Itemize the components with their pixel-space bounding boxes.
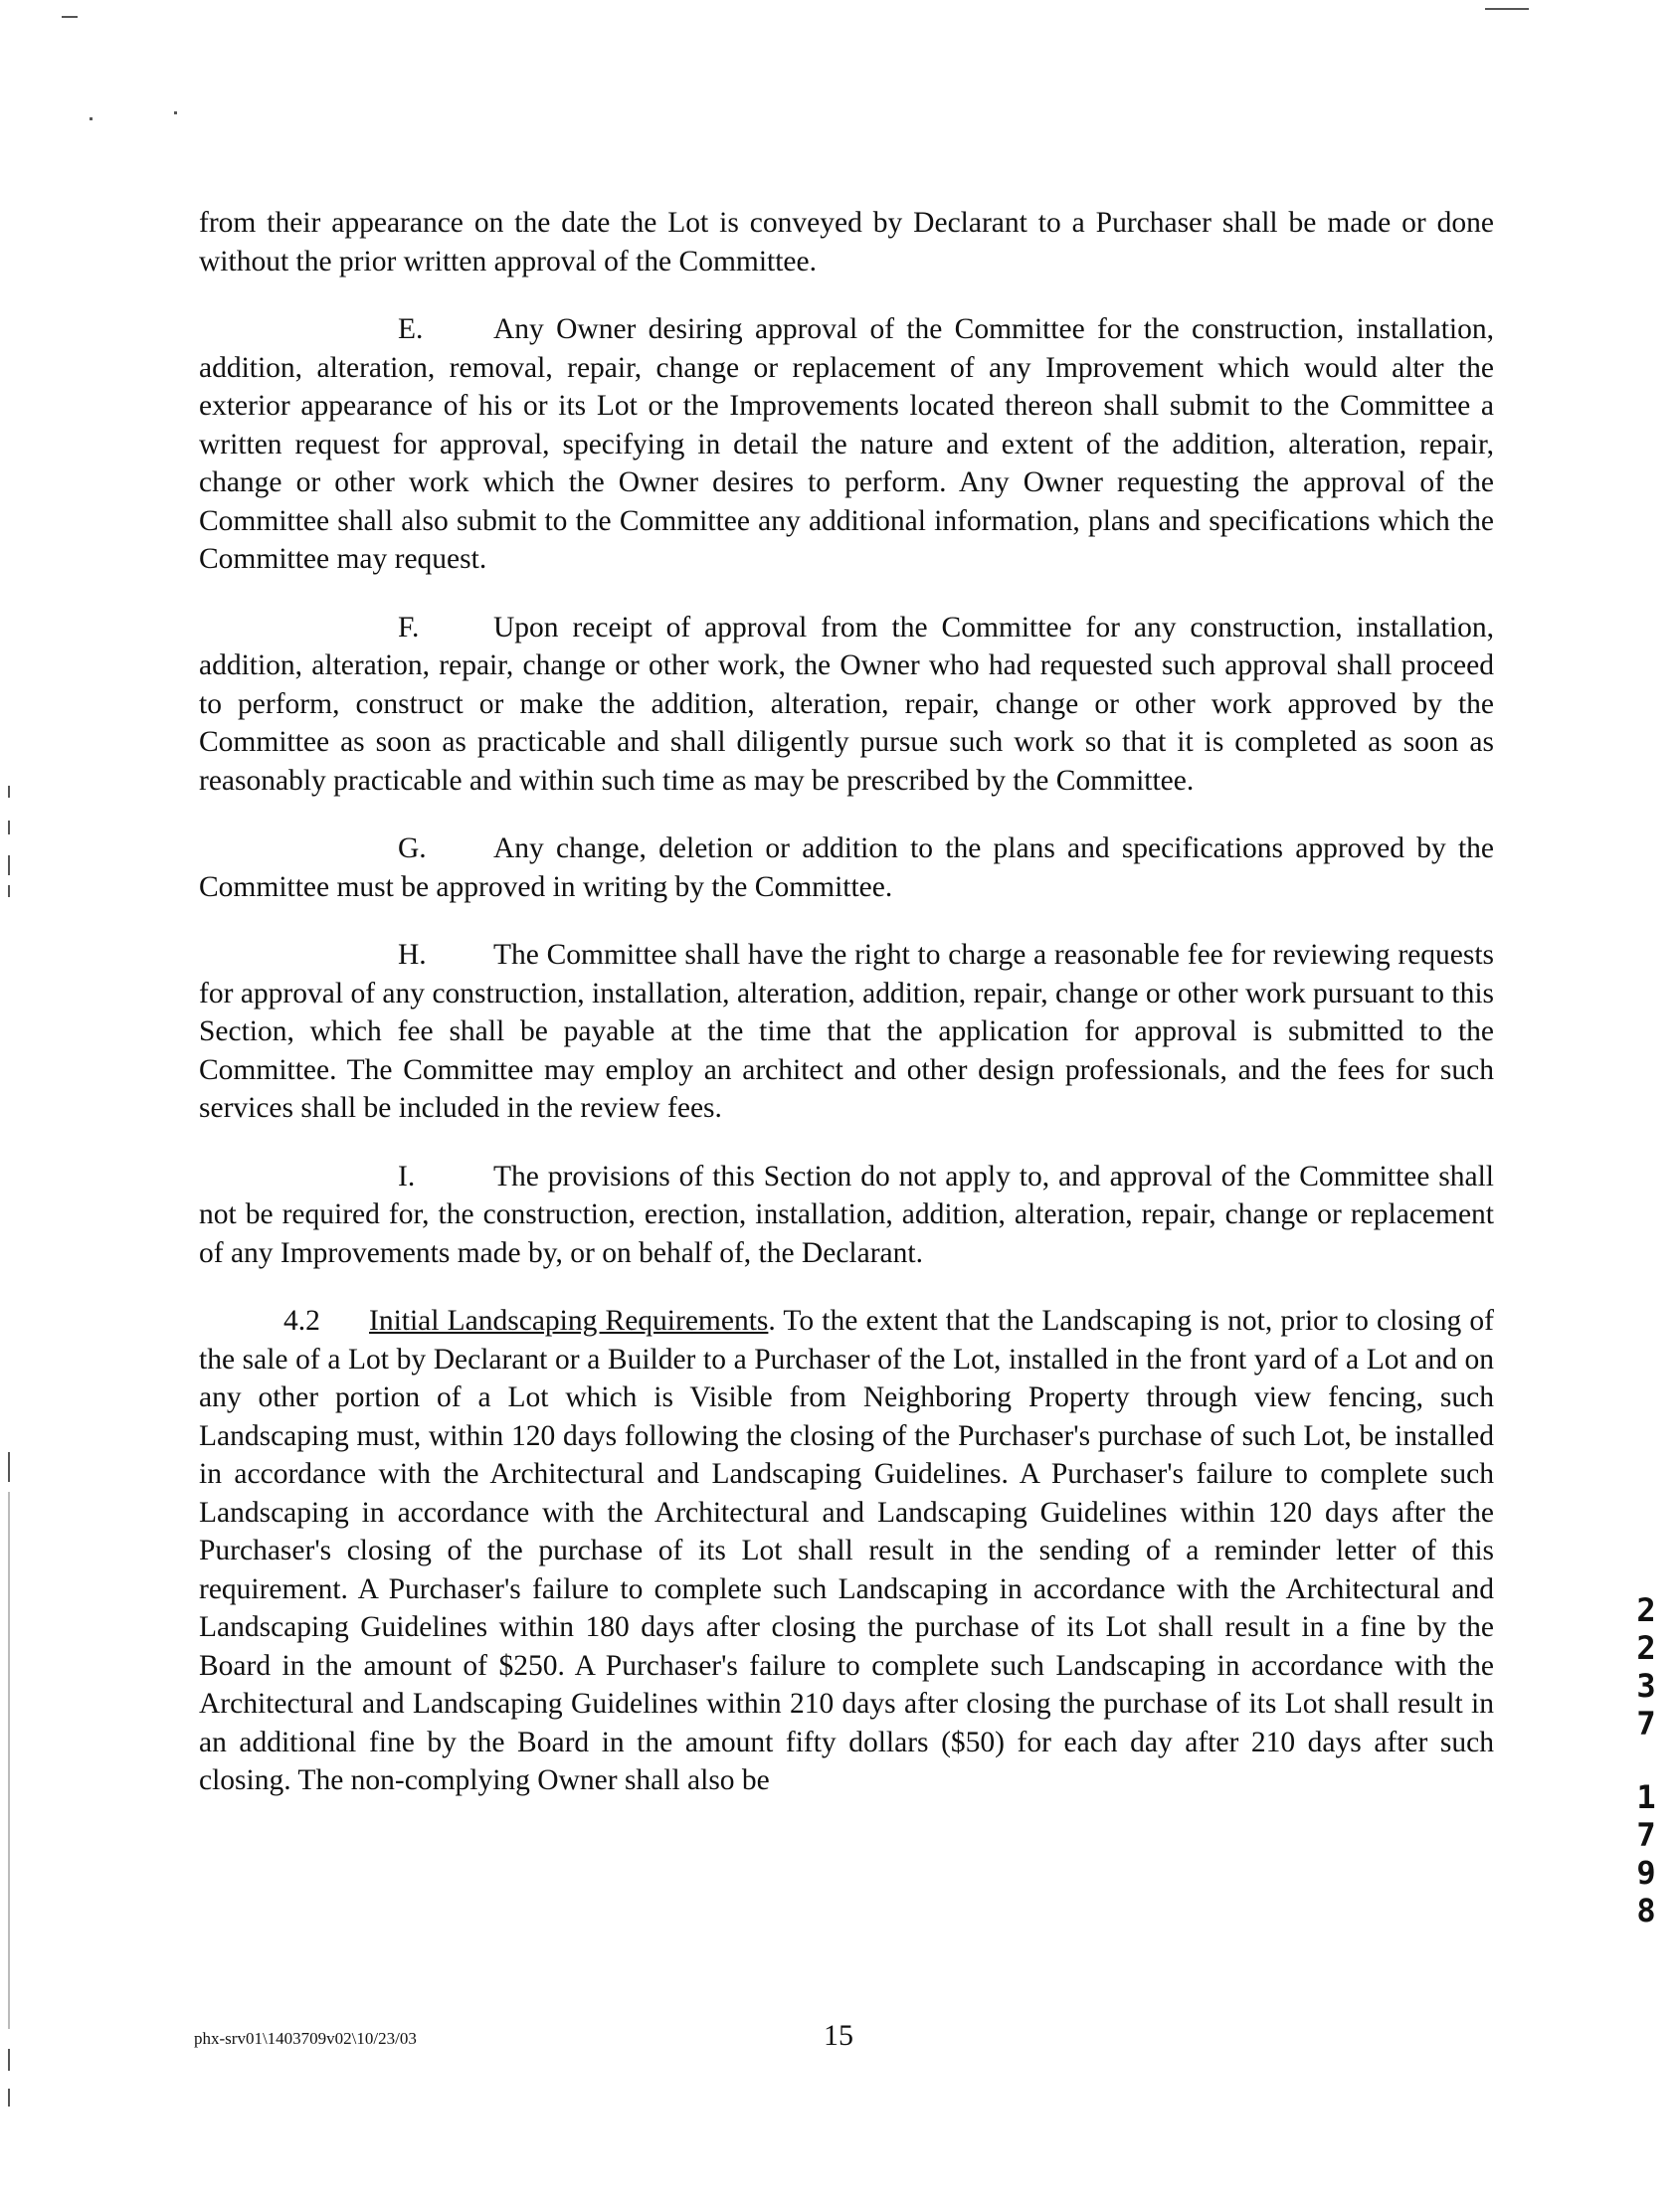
subsection-text: The provisions of this Section do not apply to, and approval of the Committee shall not be required for, the construction, erection, installation, addition, alteration, repair, change or replacement of any Improvements made by, or on behalf of, the Declarant.: [199, 1160, 1494, 1269]
subsection-e: [199, 310, 1494, 579]
scan-mark: [174, 111, 177, 114]
subsection-i: [199, 1158, 1494, 1273]
subsection-letter: H.: [398, 939, 427, 971]
section-text: . To the extent that the Landscaping is not, prior to closing of the sale of a Lot by Declarant or a Builder to a Purchaser of the Lot, installed in the front yard of a Lot and on any other portion of a Lot which is Visible from Neighboring Property through view fencing, such Landscaping must, within 120 days following the closing of the Purchaser's purchase of such Lot, be installed in accordance with the Architectural and Landscaping Guidelines. A Purchaser's failure to complete such Landscaping in accordance with the Architectural and Landscaping Guidelines within 120 days after the Purchaser's closing of the purchase of its Lot shall result in the sending of a reminder letter of this requirement. A Purchaser's failure to complete such Landscaping in accordance with the Architectural and Landscaping Guidelines within 180 days after closing the purchase of its Lot shall result in a fine by the Board in the amount of $250. A Purchaser's failure to complete such Landscaping in accordance with the Architectural and Landscaping Guidelines within 210 days after closing the purchase of its Lot shall result in an additional fine by the Board in the amount fifty dollars ($50) for each day after 210 days after such closing. The non-complying Owner shall also be: [199, 1305, 1495, 1796]
section-4-2: [199, 1302, 1494, 1800]
subsection-g: [199, 829, 1494, 906]
section-number: 4.2: [283, 1305, 320, 1337]
recording-digit: 1: [1636, 1778, 1656, 1816]
scan-mark: [8, 1492, 10, 2029]
scan-mark: [8, 821, 10, 834]
recording-digit: 2: [1636, 1629, 1656, 1667]
subsection-letter: E.: [398, 313, 424, 345]
scan-mark: [8, 885, 10, 897]
subsection-text: Upon receipt of approval from the Committee for any construction, installation, addition, alteration, repair, change or other work, the Owner who had requested such approval shall proceed to perform, construct or make the addition, alteration, repair, change or other work approved by the Committee as soon as practicable and shall diligently pursue such work so that it is completed as soon as reasonably practicable and within such time as may be prescribed by the Committee.: [199, 611, 1494, 797]
subsection-letter: G.: [398, 832, 427, 864]
scan-mark: [8, 2089, 10, 2107]
page-number: 15: [824, 2019, 853, 2052]
scan-mark: [8, 1452, 10, 1482]
subsection-text: The Committee shall have the right to charge a reasonable fee for reviewing requests for approval of any construction, installation, alteration, addition, repair, change or other work pursuant to this Section, which fee shall be payable at the time that the application for approval is submitted to the Committee. The Committee may employ an architect and other design professionals, and the fees for such services shall be included in the review fees.: [199, 939, 1494, 1124]
recording-gap: [1631, 1743, 1661, 1778]
scan-mark: [8, 855, 10, 875]
subsection-text: Any Owner desiring approval of the Committee for the construction, installation, addition, alteration, removal, repair, change or replacement of any Improvement which would alter the exterior appearance of his or its Lot or the Improvements located thereon shall submit to the Committee a written request for approval, specifying in detail the nature and extent of the addition, alteration, repair, change or other work which the Owner desires to perform. Any Owner requesting the approval of the Committee shall also submit to the Committee any additional information, plans and specifications which the Committee may request.: [199, 313, 1494, 575]
document-body: [199, 204, 1494, 1830]
subsection-h: [199, 936, 1494, 1128]
recording-digit: 8: [1636, 1892, 1656, 1929]
recording-digit: 2: [1636, 1591, 1656, 1629]
recording-digit: 7: [1636, 1816, 1656, 1854]
scan-mark: [8, 2049, 10, 2071]
scan-mark: [62, 16, 78, 18]
scan-mark: [8, 786, 10, 798]
scan-mark: [1485, 8, 1529, 10]
footer-document-id: phx-srv01\1403709v02\10/23/03: [194, 2029, 417, 2048]
section-title: Initial Landscaping Requirements: [369, 1305, 769, 1337]
recording-digit: 7: [1636, 1705, 1656, 1743]
recording-number: [1631, 1591, 1661, 1929]
continuation-paragraph: from their appearance on the date the Lot is conveyed by Declarant to a Purchaser shall be made or done without the prior written approval of the Committee.: [199, 207, 1494, 277]
recording-digit: 3: [1636, 1667, 1656, 1705]
scan-mark: [90, 117, 93, 120]
subsection-letter: F.: [398, 611, 420, 643]
recording-digit: 9: [1636, 1854, 1656, 1892]
subsection-f: [199, 609, 1494, 801]
subsection-letter: I.: [398, 1160, 416, 1193]
subsection-text: Any change, deletion or addition to the plans and specifications approved by the Committee must be approved in writing by the Committee.: [199, 832, 1494, 903]
